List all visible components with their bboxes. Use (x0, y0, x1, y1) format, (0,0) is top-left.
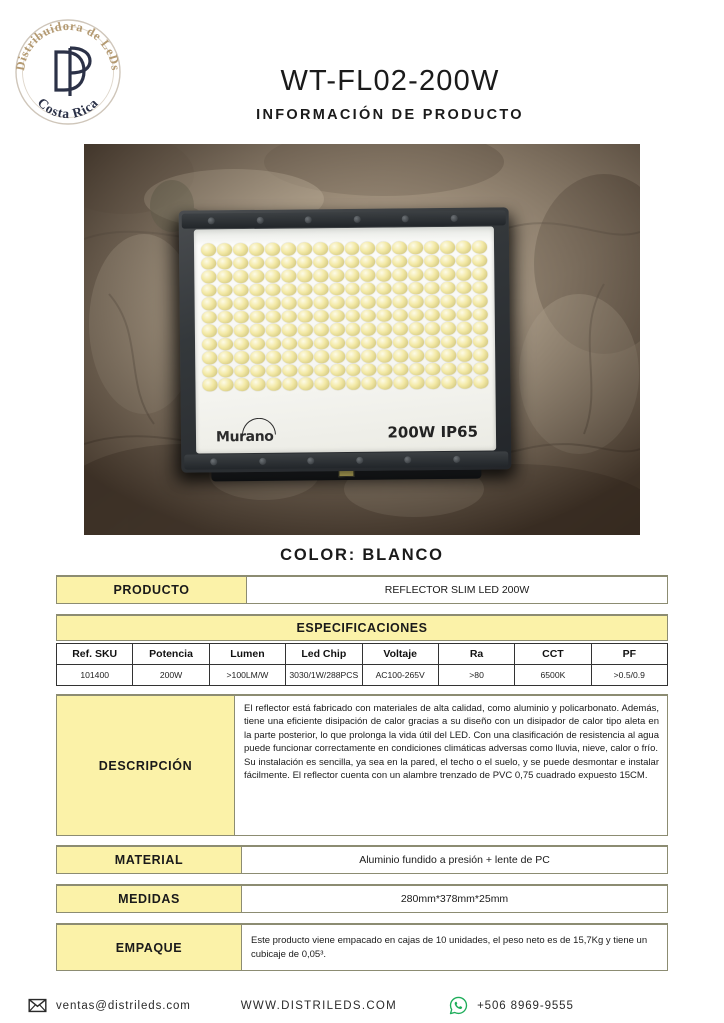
svg-text:Costa Rica: Costa Rica (34, 94, 102, 122)
spec-col-header: Ra (438, 644, 514, 665)
led-dot (250, 337, 265, 350)
led-dot (202, 338, 217, 351)
empaque-value: Este producto viene empacado en cajas de 10 unidades, el peso neto es de 15,7Kg y tiene un cubicaje de 0,05³. (242, 925, 667, 970)
led-dot (457, 335, 472, 348)
descripcion-row (56, 694, 668, 836)
led-dot (234, 324, 249, 337)
led-dot (265, 283, 280, 296)
descripcion-text (235, 696, 667, 835)
spec-cell-value: >100LM/W (209, 665, 285, 686)
led-dot (329, 242, 344, 255)
led-dot (441, 308, 456, 321)
led-dot (281, 283, 296, 296)
lamp-rail-top (182, 210, 506, 228)
led-dot (345, 268, 360, 281)
led-dot (409, 241, 424, 254)
led-dot (474, 362, 489, 375)
lamp-rail-bottom (185, 451, 509, 469)
led-dot (233, 256, 248, 269)
spec-col-header: Ref. SKU (57, 644, 133, 665)
led-dot (393, 295, 408, 308)
led-dot (266, 337, 281, 350)
led-dot (346, 377, 361, 390)
led-dot (473, 321, 488, 334)
led-dot (458, 349, 473, 362)
led-dot (393, 309, 408, 322)
led-dot (266, 351, 281, 364)
led-dot (377, 295, 392, 308)
led-dot (266, 310, 281, 323)
led-dot (297, 282, 312, 295)
brand-arc-mark (242, 417, 276, 434)
led-dot (426, 376, 441, 389)
spec-col-header: Lumen (209, 644, 285, 665)
led-dot (234, 310, 249, 323)
descripcion-paragraph: El reflector está fabricado con materiales de alta calidad, como aluminio y policarbonato. Además, tiene una eficiente disipación de calor gracias a su diseño con un disipador de calor tipo aleta en la parte posterior, lo que prolonga la vida útil del LED. Con una clasificación de resistencia al agua puede funcionar correctamente en condiciones climáticas adversas como lluvia, nieve, calor o frío. (244, 703, 659, 755)
footer-website[interactable] (241, 1000, 397, 1012)
led-dot (473, 281, 488, 294)
led-dot (217, 243, 232, 256)
led-dot (218, 337, 233, 350)
medidas-row (56, 884, 668, 913)
led-dot (298, 377, 313, 390)
led-dot (249, 269, 264, 282)
led-dot (425, 335, 440, 348)
led-dot (218, 270, 233, 283)
led-dot (265, 242, 280, 255)
led-dot (393, 268, 408, 281)
led-dot (361, 255, 376, 268)
led-dot (378, 349, 393, 362)
led-dot (362, 350, 377, 363)
led-dot (202, 283, 217, 296)
product-photo (84, 144, 640, 535)
led-dot (457, 281, 472, 294)
color-line: COLOR: BLANCO (280, 546, 444, 564)
led-dot (410, 349, 425, 362)
led-dot (425, 241, 440, 254)
led-dot (297, 255, 312, 268)
led-dot (377, 268, 392, 281)
spec-col-header: Led Chip (286, 644, 362, 665)
led-dot (377, 255, 392, 268)
led-dot (426, 349, 441, 362)
led-dot (314, 377, 329, 390)
led-dot (201, 256, 216, 269)
led-dot (234, 297, 249, 310)
spec-col-header: PF (591, 644, 667, 665)
led-dot (361, 309, 376, 322)
led-dot (377, 309, 392, 322)
led-dot (377, 282, 392, 295)
led-dot (202, 270, 217, 283)
led-dot (329, 282, 344, 295)
spec-col-header: Voltaje (362, 644, 438, 665)
led-dot (314, 323, 329, 336)
material-value: Aluminio fundido a presión + lente de PC (242, 847, 667, 873)
empaque-label: EMPAQUE (57, 925, 242, 970)
led-dot (409, 295, 424, 308)
spec-cell-value: 200W (133, 665, 209, 686)
led-dot (217, 256, 232, 269)
led-dot (410, 335, 425, 348)
led-dot (298, 323, 313, 336)
led-dot (203, 378, 218, 391)
led-dot (361, 282, 376, 295)
led-dot (281, 269, 296, 282)
especificaciones-header: ESPECIFICACIONES (56, 614, 668, 641)
led-dot (458, 376, 473, 389)
led-dot (313, 255, 328, 268)
spec-cell-value: 101400 (57, 665, 133, 686)
led-dot (297, 242, 312, 255)
led-dot (393, 241, 408, 254)
led-dot (218, 324, 233, 337)
led-dot (329, 255, 344, 268)
page-title: WT-FL02-200W (280, 65, 500, 97)
led-dot (378, 336, 393, 349)
led-dot (313, 242, 328, 255)
led-dot (394, 363, 409, 376)
led-dot (219, 378, 234, 391)
led-dot (282, 350, 297, 363)
svg-text:Distribuidora de LeDs: Distribuidora de LeDs (13, 18, 123, 72)
led-dot (297, 269, 312, 282)
led-dot (233, 243, 248, 256)
led-dot (442, 349, 457, 362)
led-dot (457, 321, 472, 334)
led-dot (298, 350, 313, 363)
led-dot (346, 336, 361, 349)
led-dot (425, 281, 440, 294)
led-dot (457, 308, 472, 321)
led-floodlight (179, 207, 512, 472)
led-dot (282, 323, 297, 336)
led-dot (425, 268, 440, 281)
led-dot (457, 254, 472, 267)
led-grid (201, 240, 489, 391)
led-dot (330, 323, 345, 336)
led-dot (362, 363, 377, 376)
led-dot (313, 269, 328, 282)
led-dot (457, 267, 472, 280)
led-dot (298, 310, 313, 323)
led-dot (314, 336, 329, 349)
led-dot (440, 240, 455, 253)
led-dot (314, 309, 329, 322)
led-dot (266, 364, 281, 377)
led-dot (345, 255, 360, 268)
led-dot (442, 376, 457, 389)
led-dot (346, 363, 361, 376)
led-dot (473, 267, 488, 280)
led-dot (362, 336, 377, 349)
led-dot (202, 297, 217, 310)
page-footer (0, 988, 724, 1023)
led-dot (346, 323, 361, 336)
led-dot (201, 243, 216, 256)
led-dot (474, 375, 489, 388)
led-dot (409, 281, 424, 294)
led-dot (265, 256, 280, 269)
led-dot (282, 337, 297, 350)
led-dot (345, 309, 360, 322)
led-dot (441, 281, 456, 294)
led-dot (441, 267, 456, 280)
led-dot (250, 324, 265, 337)
led-dot (266, 296, 281, 309)
led-dot (394, 349, 409, 362)
led-dot (409, 308, 424, 321)
led-dot (345, 241, 360, 254)
spec-col-header: Potencia (133, 644, 209, 665)
led-dot (202, 311, 217, 324)
led-dot (345, 296, 360, 309)
lamp-rating-label: 200W IP65 (387, 422, 479, 442)
lamp-brand-text: Murano (216, 428, 274, 445)
footer-email-text: ventas@distrileds.com (56, 999, 191, 1012)
empaque-row (56, 923, 668, 971)
led-dot (345, 282, 360, 295)
led-dot (218, 351, 233, 364)
material-row (56, 845, 668, 874)
led-dot (441, 254, 456, 267)
led-dot (362, 377, 377, 390)
led-dot (202, 324, 217, 337)
led-dot (378, 376, 393, 389)
spec-cell-value: >80 (438, 665, 514, 686)
led-dot (203, 365, 218, 378)
led-dot (426, 362, 441, 375)
led-dot (218, 297, 233, 310)
led-dot (410, 376, 425, 389)
spec-cell-value: >0.5/0.9 (591, 665, 667, 686)
footer-phone[interactable] (449, 996, 574, 1015)
led-dot (393, 322, 408, 335)
producto-value: REFLECTOR SLIM LED 200W (247, 577, 667, 603)
especificaciones-table (56, 643, 668, 686)
led-dot (234, 364, 249, 377)
led-dot (330, 377, 345, 390)
lamp-brand-label (216, 428, 274, 445)
led-dot (218, 283, 233, 296)
led-dot (378, 363, 393, 376)
led-dot (377, 241, 392, 254)
led-dot (441, 295, 456, 308)
led-dot (409, 268, 424, 281)
led-dot (394, 376, 409, 389)
led-dot (233, 270, 248, 283)
led-dot (313, 296, 328, 309)
led-dot (234, 337, 249, 350)
spec-col-header: CCT (515, 644, 591, 665)
led-dot (361, 295, 376, 308)
envelope-icon (28, 996, 47, 1015)
led-dot (409, 254, 424, 267)
led-dot (473, 294, 488, 307)
spec-value-row (57, 665, 668, 686)
led-dot (473, 308, 488, 321)
led-dot (234, 351, 249, 364)
led-dot (330, 309, 345, 322)
led-dot (250, 283, 265, 296)
led-dot (410, 363, 425, 376)
led-dot (298, 337, 313, 350)
led-dot (298, 364, 313, 377)
led-dot (235, 378, 250, 391)
descripcion-label: DESCRIPCIÓN (57, 696, 235, 835)
led-dot (281, 256, 296, 269)
led-dot (378, 322, 393, 335)
footer-email[interactable] (28, 996, 191, 1015)
led-dot (361, 241, 376, 254)
producto-row (56, 575, 668, 604)
led-dot (472, 254, 487, 267)
led-dot (473, 348, 488, 361)
led-dot (282, 296, 297, 309)
led-dot (361, 268, 376, 281)
led-dot (456, 240, 471, 253)
led-dot (219, 365, 234, 378)
led-dot (425, 295, 440, 308)
led-dot (473, 335, 488, 348)
led-dot (330, 350, 345, 363)
medidas-label: MEDIDAS (57, 886, 242, 912)
footer-phone-text: +506 8969-9555 (477, 999, 574, 1012)
led-dot (249, 256, 264, 269)
led-dot (442, 362, 457, 375)
spec-cell-value: 6500K (515, 665, 591, 686)
led-dot (330, 363, 345, 376)
spec-cell-value: AC100-265V (362, 665, 438, 686)
led-dot (425, 322, 440, 335)
led-dot (441, 335, 456, 348)
led-dot (202, 351, 217, 364)
led-dot (329, 296, 344, 309)
descripcion-paragraph: Su instalación es sencilla, ya sea en la pared, el techo o el suelo, y se puede desmontar e instalar fácilmente. El reflector cuenta con un alambre trenzado de PVC 0,75 cuadrado expuesto 15CM. (244, 756, 659, 782)
company-logo (12, 16, 124, 128)
led-dot (362, 322, 377, 335)
led-dot (234, 283, 249, 296)
page-subtitle: INFORMACIÓN DE PRODUCTO (256, 106, 524, 123)
led-dot (393, 281, 408, 294)
led-dot (330, 336, 345, 349)
led-dot (472, 240, 487, 253)
led-dot (250, 364, 265, 377)
led-dot (281, 242, 296, 255)
footer-website-text: WWW.DISTRILEDS.COM (240, 999, 398, 1012)
page-header (130, 66, 650, 123)
led-dot (250, 351, 265, 364)
led-dot (425, 308, 440, 321)
led-dot (425, 254, 440, 267)
led-dot (266, 323, 281, 336)
led-dot (282, 364, 297, 377)
material-label: MATERIAL (57, 847, 242, 873)
led-dot (282, 377, 297, 390)
led-dot (314, 364, 329, 377)
led-dot (441, 322, 456, 335)
led-dot (250, 310, 265, 323)
whatsapp-icon (449, 996, 468, 1015)
led-dot (346, 350, 361, 363)
led-dot (329, 269, 344, 282)
producto-label: PRODUCTO (57, 577, 247, 603)
led-dot (409, 322, 424, 335)
led-dot (250, 297, 265, 310)
led-dot (266, 378, 281, 391)
led-dot (298, 296, 313, 309)
lamp-frame (179, 207, 512, 472)
led-dot (249, 242, 264, 255)
medidas-value: 280mm*378mm*25mm (242, 886, 667, 912)
led-dot (282, 310, 297, 323)
led-dot (313, 282, 328, 295)
spec-header-row (57, 644, 668, 665)
led-dot (251, 378, 266, 391)
led-dot (314, 350, 329, 363)
led-dot (218, 310, 233, 323)
led-dot (394, 336, 409, 349)
led-dot (265, 269, 280, 282)
led-dot (457, 294, 472, 307)
lamp-lens (194, 226, 496, 453)
spec-cell-value: 3030/1W/288PCS (286, 665, 362, 686)
led-dot (393, 254, 408, 267)
led-dot (458, 362, 473, 375)
